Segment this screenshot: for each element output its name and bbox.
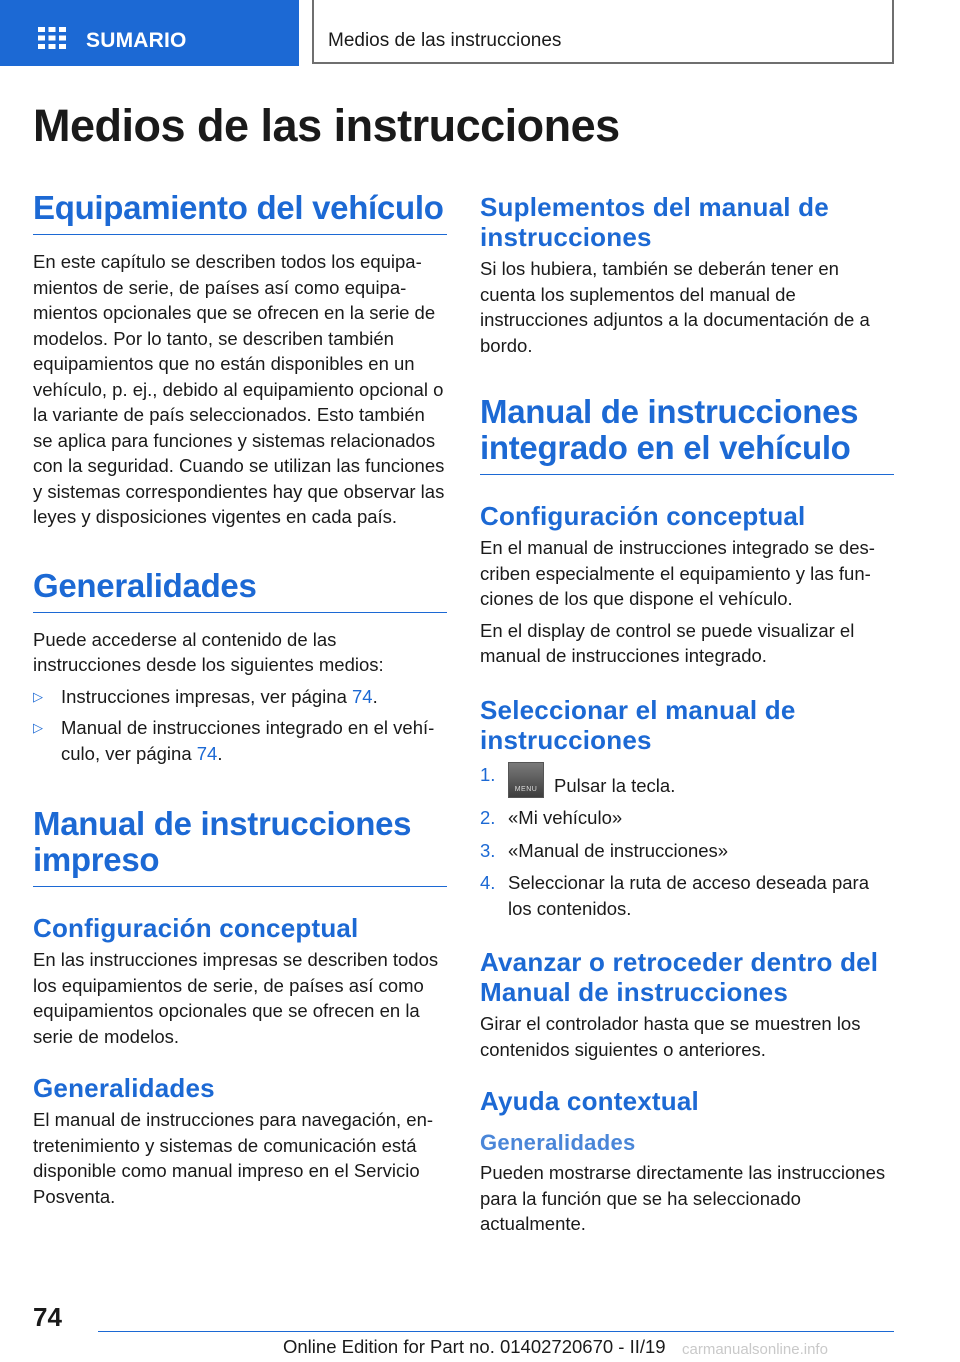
step-number: 2. (480, 807, 496, 828)
list-item-text: Manual de instrucciones integrado en el vehículo, ver página (61, 717, 435, 764)
left-column (33, 190, 447, 1209)
list-item (480, 805, 894, 831)
heading-ayuda-generalidades: Generalidades (480, 1130, 636, 1155)
heading-generalidades: Generalidades (33, 568, 447, 613)
list-item (33, 715, 447, 766)
configuracion-text: En las instrucciones impresas se describen todos los equipamientos de serie, de países así como equipamientos opcionales que se ofrecen en la serie de modelos. (33, 949, 439, 1047)
menu-key-icon (508, 762, 544, 798)
list-item-end: . (372, 685, 378, 707)
configuracion-integrado-text: En el manual de instrucciones integrado se describen especialmente el equipamiento y las funciones de los que dispone el vehículo. (480, 537, 875, 609)
display-text: En el display de control se puede visualizar el manual de instrucciones integrado. (480, 619, 855, 666)
sumario-label: SUMARIO (86, 29, 187, 52)
page-link[interactable]: 74 (352, 685, 373, 707)
step-number: 3. (480, 839, 496, 861)
page-title: Medios de las instrucciones (33, 100, 620, 151)
heading-equipamiento: Equipamiento del vehículo (33, 190, 447, 235)
heading-seleccionar: Seleccionar el manual de instrucciones (480, 694, 796, 755)
edition-text: Online Edition for Part no. 01402720670 - II/19 (283, 1336, 666, 1357)
list-item (33, 684, 447, 710)
steps-list (480, 762, 894, 922)
media-list (33, 684, 447, 767)
triangle-bullet-icon: ▷ (33, 688, 43, 704)
list-item (480, 870, 894, 921)
heading-avanzar: Avanzar o retroceder dentro del Manual de instrucciones (480, 947, 879, 1007)
triangle-bullet-icon: ▷ (33, 720, 43, 735)
grid-menu-icon (38, 27, 66, 49)
list-item-text: Instrucciones impresas, ver página (61, 685, 352, 707)
equipamiento-text: En este capítulo se describen todos los equipamientos de serie, de países así como equipamientos opcionales que se ofrecen en la serie de modelos. Por lo tanto, se describen también equipamientos que no están disponibles en un vehículo, p. ej., debido al equipamiento opcional o la variante de país seleccionados. Esto también se aplica para funciones y sistemas relacionados con la seguridad. Cuando se utilizan las funciones y sistemas correspondientes hay que observar las leyes y disposiciones vigentes en cada país. (33, 251, 445, 527)
list-item (480, 838, 894, 864)
breadcrumb[interactable] (312, 0, 894, 64)
ayuda-text: Pueden mostrarse directamente las instrucciones para la función que se ha seleccionado actualmente. (480, 1162, 886, 1234)
menu-key-label: MENU (514, 785, 538, 793)
step-number: 4. (480, 872, 496, 893)
suplementos-text: Si los hubiera, también se deberán tener en cuenta los suplementos del manual de instrucciones adjuntos a la documentación de a bordo. (480, 258, 870, 356)
breadcrumb-text: Medios de las instrucciones (328, 30, 562, 51)
page-link[interactable]: 74 (196, 742, 218, 764)
list-item-end: . (217, 742, 223, 764)
list-item (480, 762, 894, 799)
heading-configuracion: Configuración conceptual (33, 913, 359, 943)
avanzar-text: Girar el controlador hasta que se muestren los contenidos siguientes o anteriores. (480, 1013, 861, 1060)
generalidades-2-text: El manual de instrucciones para navegación, entretenimiento y sistemas de comunicación está disponible como manual impreso en el Servicio Posventa. (33, 1109, 434, 1207)
step-text: Seleccionar la ruta de acceso deseada para los contenidos. (508, 872, 869, 919)
heading-manual-integrado: Manual de instrucciones integrado en el vehículo (480, 394, 894, 475)
footer-divider (98, 1331, 894, 1332)
step-text: «Mi vehículo» (508, 807, 623, 828)
heading-suplementos: Suplementos del manual de instrucciones (480, 192, 829, 252)
right-column (480, 192, 894, 1237)
generalidades-text: Puede accederse al contenido de las instrucciones desde los siguientes medios: (33, 628, 384, 675)
heading-generalidades-2: Generalidades (33, 1073, 215, 1103)
step-text: «Manual de instrucciones» (508, 839, 729, 861)
heading-ayuda-contextual: Ayuda contextual (480, 1086, 699, 1116)
step-text: Pulsar la tecla. (554, 774, 676, 796)
heading-configuracion-integrado: Configuración conceptual (480, 501, 806, 531)
step-number: 1. (480, 763, 496, 785)
page-number: 74 (33, 1302, 62, 1332)
top-navigation (0, 0, 960, 66)
sumario-button[interactable] (0, 0, 299, 66)
heading-manual-impreso: Manual de instrucciones impreso (33, 806, 447, 887)
watermark: carmanualsonline.info (682, 1341, 828, 1358)
